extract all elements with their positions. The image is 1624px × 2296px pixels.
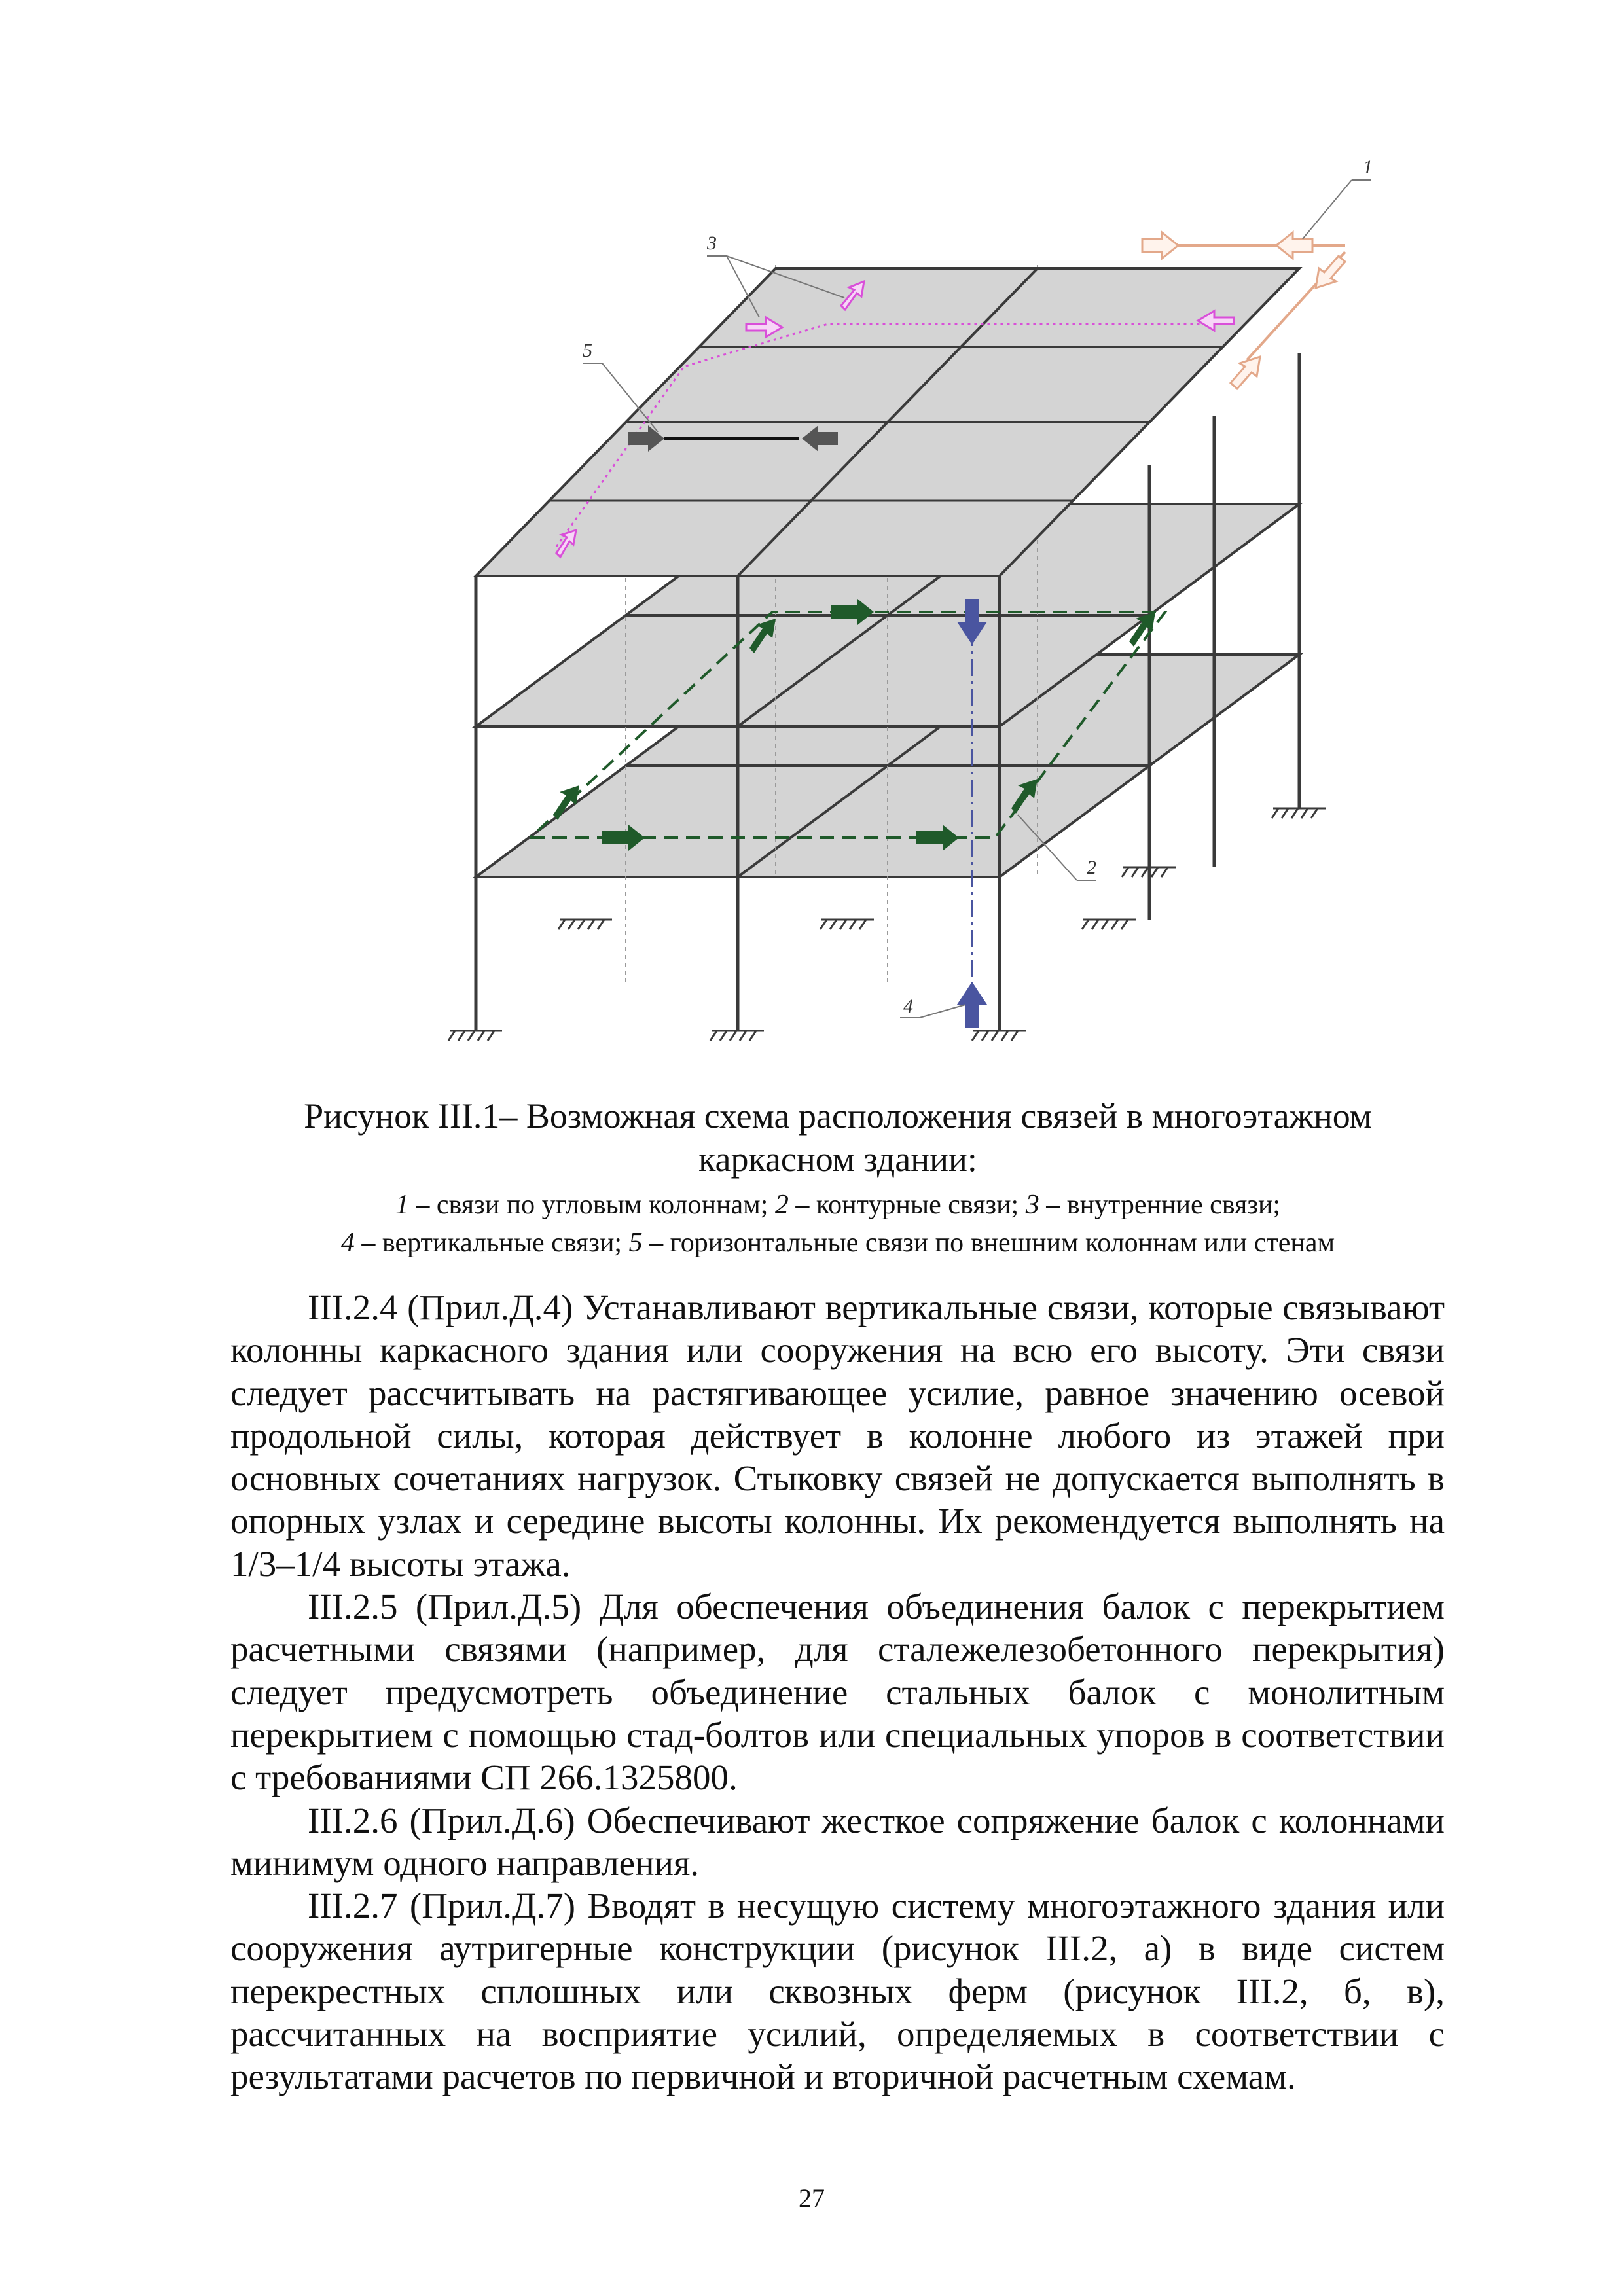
support-4 [558, 920, 612, 929]
support-1 [448, 1031, 502, 1041]
corner-arrow-icon [1142, 232, 1178, 259]
paragraph-III-2-4: III.2.4 (Прил.Д.4) Устанавливают вертикальные связи, которые связывают колонны каркасного здания или сооружения на всю его высоту. Эти связи следует рассчитывать на растягивающее усилие, равное значению осевой продольной силы, которая действует в колонне любого из этажей при основных сочетаниях нагрузок. Стыковку связей не допускается выполнять в опорных узлах и середине высоты колонны. Их рекомендуется выполнять на 1/3–1/4 высоты этажа. [230, 1287, 1445, 1584]
support-5 [820, 920, 874, 929]
legend-text-5: – горизонтальные связи по внешним колоннам или стенам [642, 1228, 1335, 1258]
legend-num-3: 3 [1025, 1190, 1039, 1220]
label-4: 4 [903, 996, 913, 1017]
caption-line-2: каркасном здании: [698, 1139, 977, 1179]
support-6 [1082, 920, 1136, 929]
paragraph-III-2-6: III.2.6 (Прил.Д.6) Обеспечивают жесткое сопряжение балок с колоннами минимум одного направления. [230, 1800, 1445, 1883]
legend-line-2 [223, 1224, 1453, 1262]
arrow-up-icon [957, 982, 987, 1028]
support-2 [710, 1031, 764, 1041]
label-3: 3 [707, 232, 717, 254]
legend-line-1 [223, 1186, 1453, 1224]
figure-legend [223, 1186, 1453, 1262]
legend-text-4: – вертикальные связи; [354, 1228, 629, 1258]
support-8 [1272, 808, 1326, 818]
caption-line-1: Рисунок III.1– Возможная схема расположения связей в многоэтажном [304, 1096, 1372, 1136]
legend-text-1: – связи по угловым колоннам; [408, 1190, 775, 1220]
paragraph-III-2-7: III.2.7 (Прил.Д.7) Вводят в несущую систему многоэтажного здания или сооружения аутригерные конструкции (рисунок III.2, а) в виде систем перекрестных сплошных или сквозных ферм (рисунок III.2, б, в), рассчитанных на восприятие усилий, определяемых в соответствии с результатами расчетов по первичной и вторичной расчетным схемам. [230, 1886, 1445, 2097]
body-text [230, 1286, 1445, 2098]
legend-text-3: – внутренние связи; [1039, 1190, 1281, 1220]
support-3 [972, 1031, 1026, 1041]
label-1: 1 [1363, 156, 1373, 178]
bracing-diagram [419, 141, 1388, 1070]
label-5: 5 [583, 340, 592, 361]
corner-arrow-icon [1231, 357, 1260, 389]
legend-text-2: – контурные связи; [788, 1190, 1026, 1220]
page-number: 27 [799, 2183, 825, 2213]
figure-caption-title [223, 1094, 1453, 1181]
paragraph-III-2-5: III.2.5 (Прил.Д.5) Для обеспечения объединения балок с перекрытием расчетными связями (например, для сталежелезобетонного перекрытия) следует предусмотреть объединение стальных балок с монолитным перекрытием с помощью стад-болтов или специальных упоров в соответствии с требованиями СП 266.1325800. [230, 1587, 1445, 1798]
legend-num-2: 2 [774, 1190, 789, 1220]
corner-arrow-icon [1316, 256, 1345, 288]
label-2: 2 [1087, 857, 1096, 878]
building-bracing-figure [419, 141, 1388, 1070]
legend-num-4: 4 [340, 1228, 355, 1258]
corner-arrow-icon [1276, 232, 1312, 259]
legend-num-5: 5 [628, 1228, 643, 1258]
legend-num-1: 1 [395, 1190, 409, 1220]
